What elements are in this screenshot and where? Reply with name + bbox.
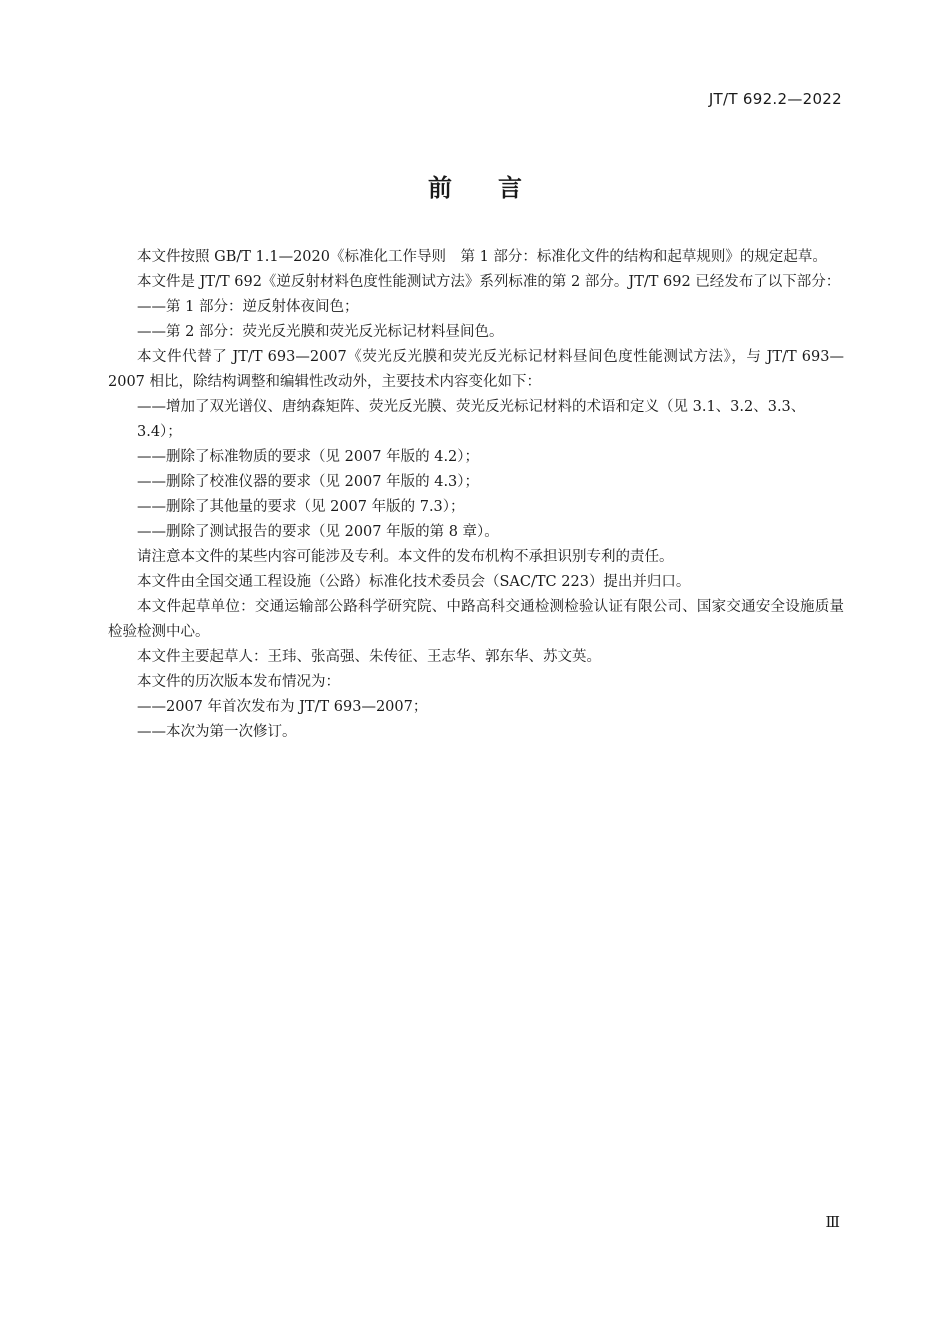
paragraph: 本文件起草单位：交通运输部公路科学研究院、中路高科交通检测检验认证有限公司、国家交通安全设施质量检验检测中心。 [108,599,844,640]
list-item: ——删除了标准物质的要求（见 2007 年版的 4.2）； [137,449,480,465]
list-item: ——删除了校准仪器的要求（见 2007 年版的 4.3）； [137,474,480,490]
paragraph: 本文件按照 GB/T 1.1—2020《标准化工作导则 第 1 部分：标准化文件的结构和起草规则》的规定起草。 [137,249,827,265]
list-item: ——2007 年首次发布为 JT/T 693—2007； [137,699,428,715]
document-body [108,245,844,745]
page-number: Ⅲ [825,1213,840,1231]
paragraph: 请注意本文件的某些内容可能涉及专利。本文件的发布机构不承担识别专利的责任。 [137,549,674,565]
paragraph: 本文件代替了 JT/T 693—2007《荧光反光膜和荧光反光标记材料昼间色度性能测试方法》，与 JT/T 693—2007 相比，除结构调整和编辑性改动外，主要技术内容变化如下： [108,349,844,390]
list-item: ——第 1 部分：逆反射体夜间色； [137,299,359,315]
standard-code: JT/T 692.2—2022 [708,90,842,108]
list-item: ——本次为第一次修订。 [137,724,297,740]
paragraph: 本文件由全国交通工程设施（公路）标准化技术委员会（SAC/TC 223）提出并归口。 [137,574,691,590]
list-item: ——第 2 部分：荧光反光膜和荧光反光标记材料昼间色。 [137,324,504,340]
list-item: ——删除了其他量的要求（见 2007 年版的 7.3）； [137,499,465,515]
paragraph: 本文件主要起草人：王玮、张高强、朱传征、王志华、郭东华、苏文英。 [137,649,601,665]
paragraph: 本文件是 JT/T 692《逆反射材料色度性能测试方法》系列标准的第 2 部分。JT/T 692 已经发布了以下部分： [137,274,841,290]
list-item: ——增加了双光谱仪、唐纳森矩阵、荧光反光膜、荧光反光标记材料的术语和定义（见 3.1、3.2、3.3、3.4）； [137,399,806,440]
list-item: ——删除了测试报告的要求（见 2007 年版的第 8 章）。 [137,524,499,540]
paragraph: 本文件的历次版本发布情况为： [137,674,340,690]
page-title: 前言 [428,174,568,202]
